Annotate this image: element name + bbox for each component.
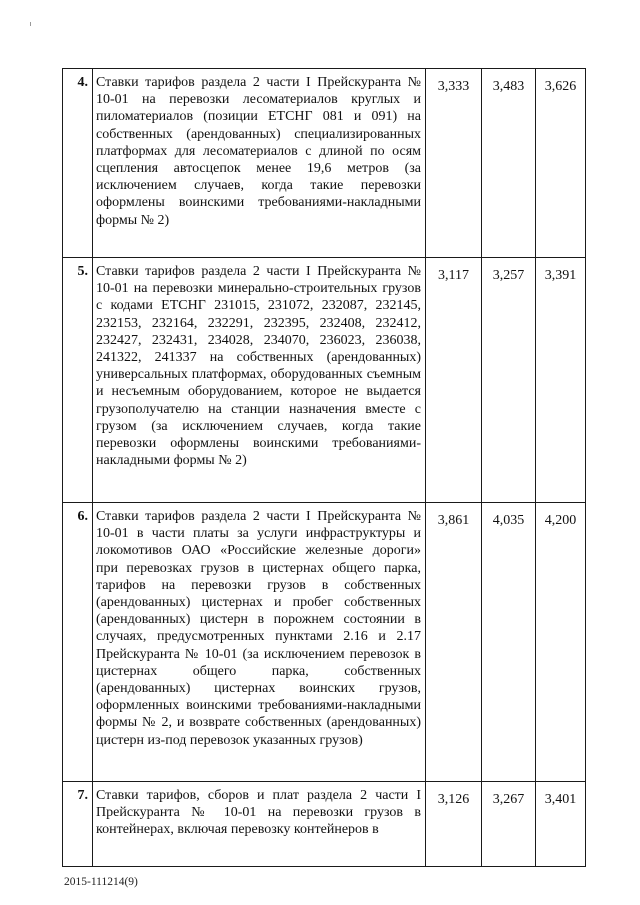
row-number: 6. — [63, 503, 93, 782]
table-row — [63, 503, 586, 782]
value-cell-2: 3,267 — [482, 782, 536, 867]
scan-mark — [30, 22, 31, 26]
row-number: 5. — [63, 258, 93, 503]
value-cell-2: 4,035 — [482, 503, 536, 782]
table-row — [63, 69, 586, 258]
row-number: 7. — [63, 782, 93, 867]
row-description: Ставки тарифов раздела 2 части I Прейскуранта № 10-01 в части платы за услуги инфраструктуры и локомотивов ОАО «Российские железные дороги» при перевозках грузов в цистернах общего парка, тарифов на перевозки грузов в собственных (арендованных) цистернах и пробег собственных (арендованных) цистерн в порожнем состоянии в случаях, предусмотренных пунктами 2.16 и 2.17 Прейскуранта № 10-01 (за исключением перевозок в цистернах общего парка, собственных (арендованных) цистернах воинских грузов, оформленных воинскими требованиями-накладными формы № 2, и возврате собственных (арендованных) цистерн из-под перевозок указанных грузов) — [93, 503, 426, 782]
value-cell-3: 4,200 — [536, 503, 586, 782]
table-row — [63, 258, 586, 503]
value-cell-1: 3,861 — [426, 503, 482, 782]
value-cell-2: 3,483 — [482, 69, 536, 258]
tariff-table — [62, 68, 586, 867]
row-description: Ставки тарифов, сборов и плат раздела 2 части I Прейскуранта № 10-01 на перевозки грузов в контейнерах, включая перевозку контейнеров в — [93, 782, 426, 867]
value-cell-1: 3,126 — [426, 782, 482, 867]
value-cell-1: 3,117 — [426, 258, 482, 503]
row-description: Ставки тарифов раздела 2 части I Прейскуранта № 10-01 на перевозки лесоматериалов круглых и пиломатериалов (позиции ЕТСНГ 081 и 091) на собственных (арендованных) специализированных платформах для лесоматериалов с длиной по осям сцепления автосцепок менее 19,6 метров (за исключением случаев, когда такие перевозки оформлены воинскими требованиями-накладными формы № 2) — [93, 69, 426, 258]
value-cell-3: 3,401 — [536, 782, 586, 867]
row-description: Ставки тарифов раздела 2 части I Прейскуранта № 10-01 на перевозки минерально-строительных грузов с кодами ЕТСНГ 231015, 231072, 232087, 232145, 232153, 232164, 232291, 232395, 232408, 232412, 232427, 232431, 234028, 234070, 236023, 236038, 241322, 241337 на собственных (арендованных) универсальных платформах, оборудованных съемным и несъемным оборудованием, которое не выдается грузополучателю на станции назначения вместе с грузом (за исключением случаев, когда такие перевозки оформлены воинскими требованиями-накладными формы № 2) — [93, 258, 426, 503]
value-cell-1: 3,333 — [426, 69, 482, 258]
value-cell-2: 3,257 — [482, 258, 536, 503]
row-number: 4. — [63, 69, 93, 258]
table-row — [63, 782, 586, 867]
value-cell-3: 3,391 — [536, 258, 586, 503]
document-code: 2015-111214(9) — [64, 876, 138, 888]
value-cell-3: 3,626 — [536, 69, 586, 258]
